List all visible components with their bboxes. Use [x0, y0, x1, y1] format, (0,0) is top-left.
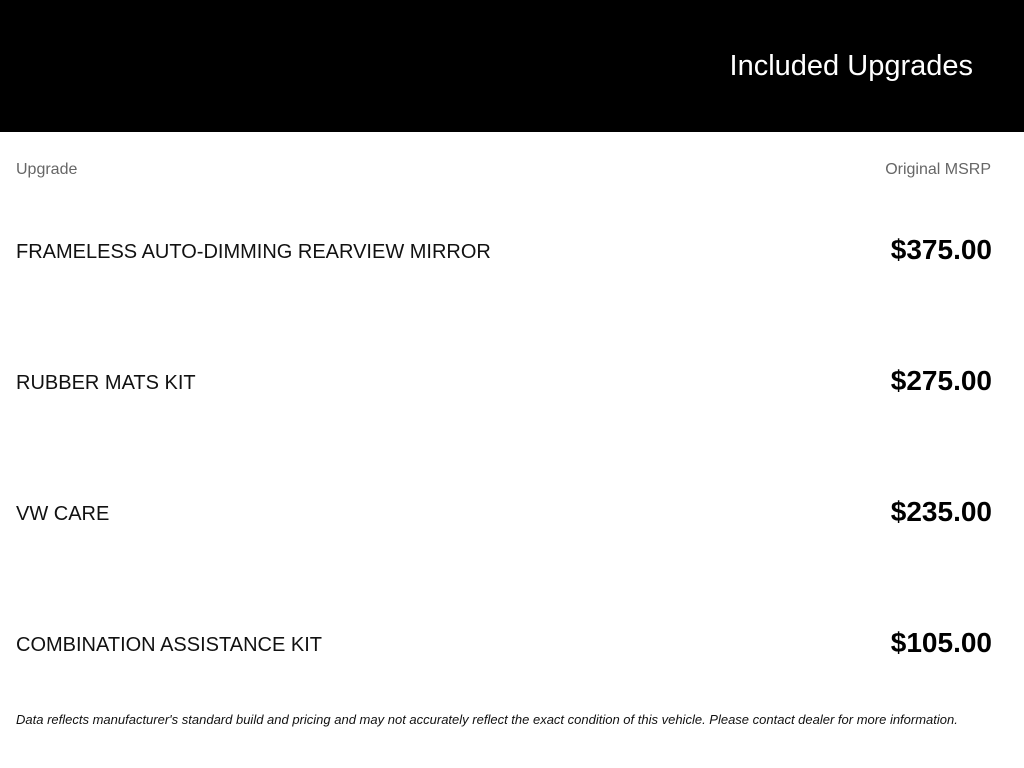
upgrade-price: $235.00 [890, 496, 992, 527]
upgrade-price: $375.00 [890, 234, 992, 265]
column-header-upgrade: Upgrade [16, 161, 78, 178]
header-bar [0, 0, 1024, 132]
upgrade-row [16, 364, 992, 400]
upgrade-name: FRAMELESS AUTO-DIMMING REARVIEW MIRROR [16, 241, 491, 263]
column-header-msrp: Original MSRP [885, 161, 991, 178]
upgrade-name: COMBINATION ASSISTANCE KIT [16, 634, 322, 656]
upgrade-row [16, 495, 992, 531]
page-title: Included Upgrades [729, 50, 973, 82]
upgrade-row [16, 626, 992, 662]
upgrade-name: RUBBER MATS KIT [16, 372, 196, 394]
upgrade-price: $105.00 [890, 627, 992, 658]
disclaimer-text: Data reflects manufacturer's standard build and pricing and may not accurately reflect the exact condition of this vehicle. Please contact dealer for more information. [16, 712, 958, 727]
upgrade-price: $275.00 [890, 365, 992, 396]
upgrade-row [16, 233, 992, 269]
upgrade-name: VW CARE [16, 503, 110, 525]
